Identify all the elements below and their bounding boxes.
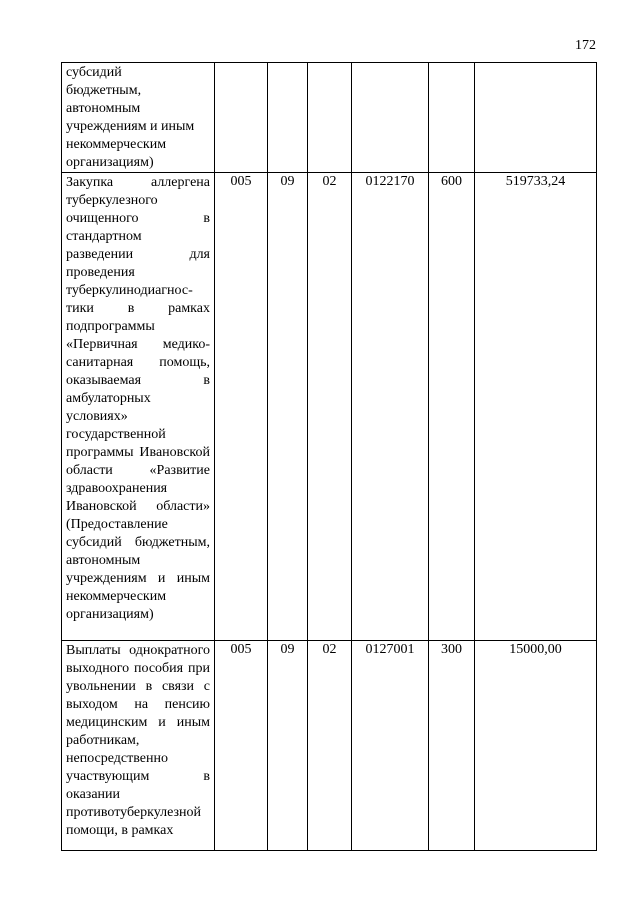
description-cell (62, 173, 215, 641)
ministry-code-cell: 005 (215, 173, 268, 641)
ministry-code-cell: 005 (215, 641, 268, 851)
table-row (62, 63, 597, 173)
description-text: Закупка аллергена туберкулезного очищенного в стандартном разведении для проведения туберкулинодиагнос-тики в рамках подпрограммы «Первичная медико-санитарная помощь, оказываемая в амбулаторных условиях» государственной программы Ивановской области «Развитие здравоохранения Ивановской области» (Предоставление субсидий бюджетным, автономным учреждениям и иным некоммерческим организациям) (66, 175, 210, 622)
page-number: 172 (575, 38, 596, 53)
expense-type-cell (429, 63, 475, 173)
description-text: Выплаты однократного выходного пособия при увольнении в связи с выходом на пенсию медицинским и иным работникам, непосредственно участвующим в оказании противотуберкулезной помощи, в рамках (66, 643, 210, 838)
description-cell (62, 63, 215, 173)
amount-cell (475, 63, 597, 173)
target-article-cell (352, 63, 429, 173)
table-row (62, 173, 597, 641)
expense-type-cell: 300 (429, 641, 475, 851)
subsection-code-cell: 02 (308, 641, 352, 851)
amount-cell: 15000,00 (475, 641, 597, 851)
description-cell (62, 641, 215, 851)
section-code-cell (268, 63, 308, 173)
subsection-code-cell: 02 (308, 173, 352, 641)
description-text: субсидий бюджетным, автономным учреждениям и иным некоммерческим организациям) (66, 65, 195, 170)
ministry-code-cell (215, 63, 268, 173)
subsection-code-cell (308, 63, 352, 173)
table-row (62, 641, 597, 851)
section-code-cell: 09 (268, 173, 308, 641)
target-article-cell: 0122170 (352, 173, 429, 641)
target-article-cell: 0127001 (352, 641, 429, 851)
section-code-cell: 09 (268, 641, 308, 851)
budget-table (61, 62, 597, 851)
expense-type-cell: 600 (429, 173, 475, 641)
amount-cell: 519733,24 (475, 173, 597, 641)
